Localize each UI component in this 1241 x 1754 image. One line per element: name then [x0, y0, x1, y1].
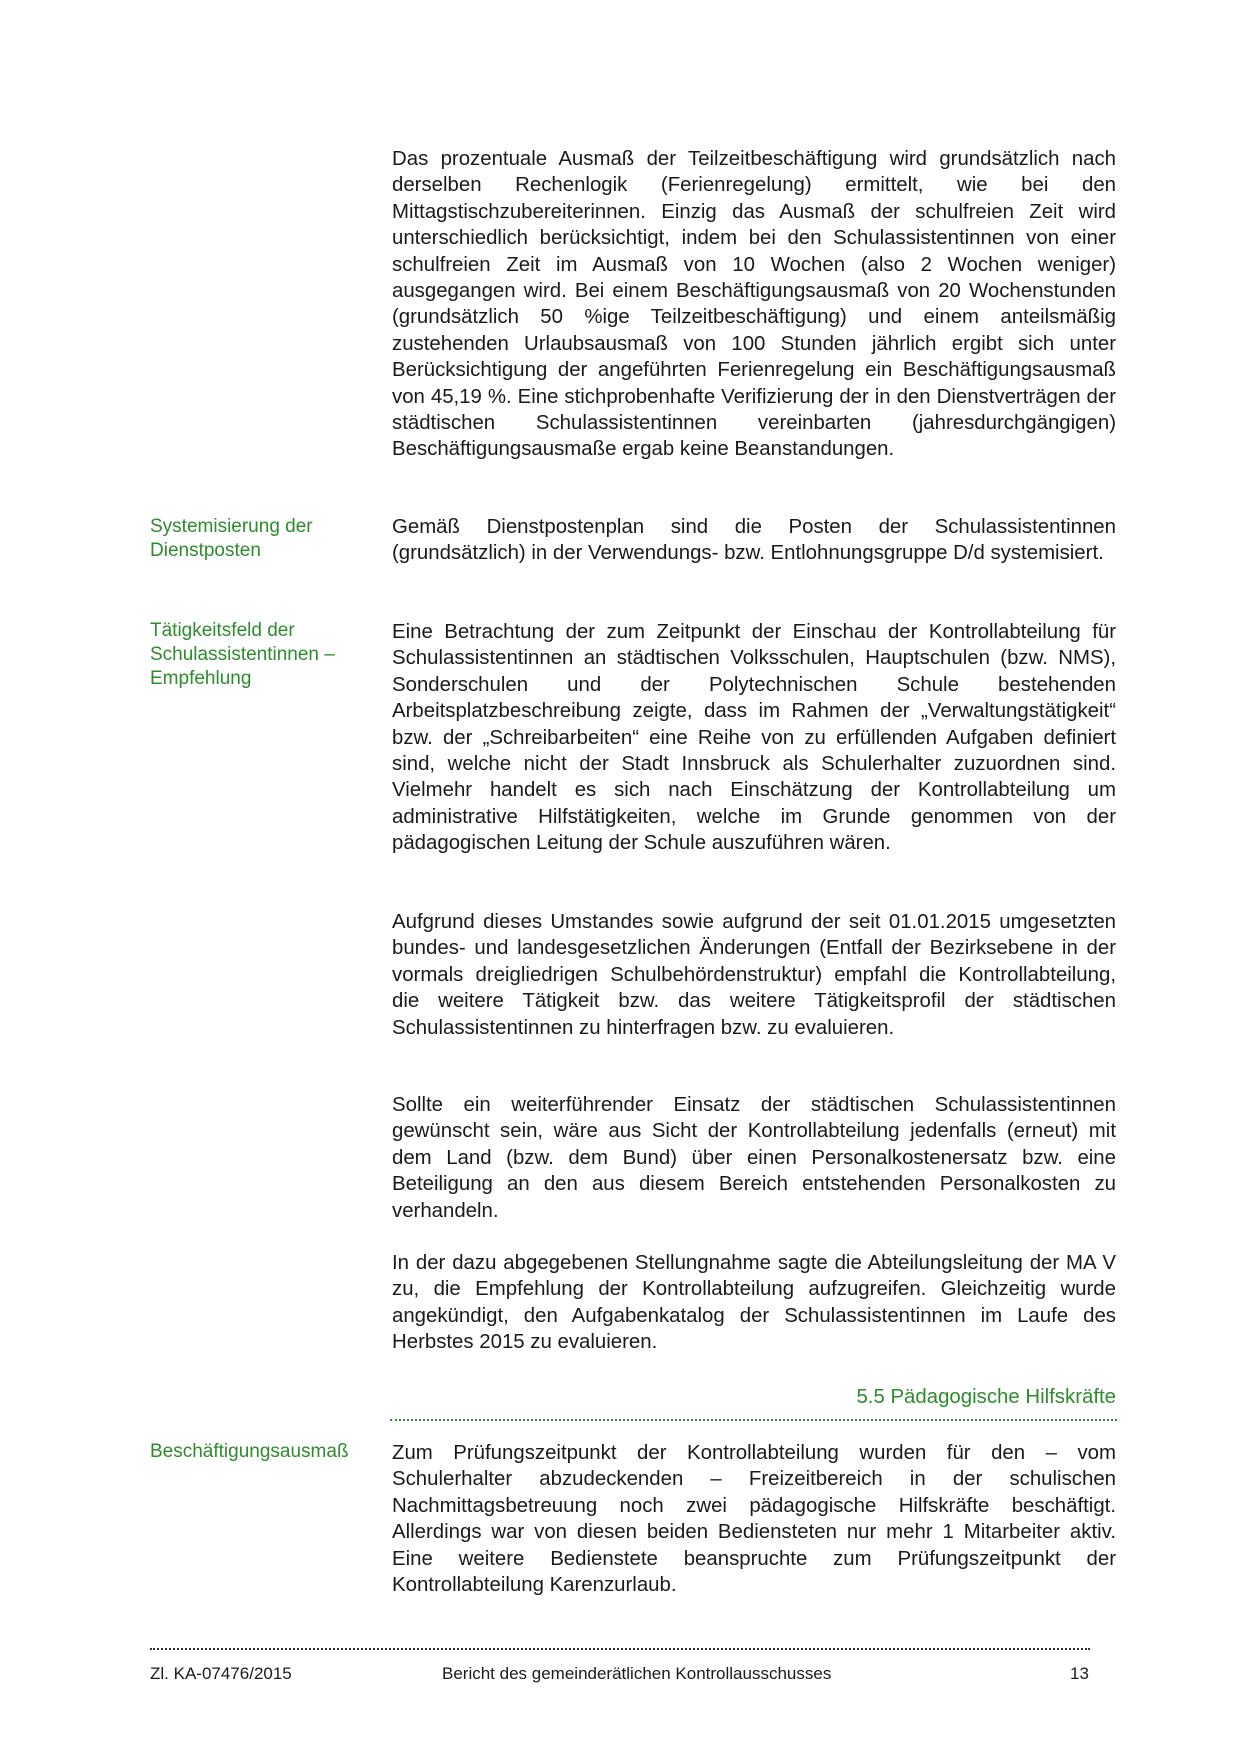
margin-label-beschaeftigungsausmass: Beschäftigungsausmaß	[150, 1441, 349, 1462]
paragraph-arbeitsplatzbeschreibung	[392, 619, 1116, 857]
paragraph-text: Eine Betrachtung der zum Zeitpunkt der Einschau der Kontrollabteilung für Schulassistentinnen an städtischen Volksschulen, Hauptschulen (bzw. NMS), Sonderschulen und der Polytechnischen Schule bestehenden Arbeitsplatzbeschreibung zeigte, dass im Rahmen der „Verwaltungstätigkeit“ bzw. der „Schreibarbeiten“ eine Reihe von zu erfüllenden Aufgaben definiert sind, welche nicht der Stadt Innsbruck als Schulerhalter zuzuordnen sind. Vielmehr handelt es sich nach Einschätzung der Kontrollabteilung um administrative Hilfstätigkeiten, welche im Grunde genommen von der pädagogischen Leitung der Schule auszuführen wären.	[392, 621, 1116, 855]
margin-label-taetigkeitsfeld: Tätigkeitsfeld der Schulassistentinnen – Empfehlung	[150, 620, 335, 689]
footer-divider	[150, 1648, 1090, 1650]
section-heading: 5.5 Pädagogische Hilfskräfte	[856, 1386, 1116, 1408]
section-divider	[390, 1419, 1117, 1421]
paragraph-text: Zum Prüfungszeitpunkt der Kontrollabteilung wurden für den – vom Schulerhalter abzudeckenden – Freizeitbereich in der schulischen Nachmittagsbetreuung noch zwei pädagogische Hilfskräfte beschäftigt. Allerdings war von diesen beiden Bediensteten nur mehr 1 Mitarbeiter aktiv. Eine weitere Bedienstete beanspruchte zum Prüfungszeitpunkt der Kontrollabteilung Karenzurlaub.	[392, 1442, 1116, 1597]
paragraph-text: Das prozentuale Ausmaß der Teilzeitbeschäftigung wird grundsätzlich nach derselben Rechenlogik (Ferienregelung) ermittelt, wie bei den Mittagstischzubereiterinnen. Einzig das Ausmaß der schulfreien Zeit wird unterschiedlich berücksichtigt, indem bei den Schulassistentinnen von einer schulfreien Zeit im Ausmaß von 10 Wochen (also 2 Wochen weniger) ausgegangen wird. Bei einem Beschäftigungsausmaß von 20 Wochenstunden (grundsätzlich 50 %ige Teilzeitbeschäftigung) und einem anteilsmäßig zustehenden Urlaubsausmaß von 100 Stunden jährlich ergibt sich unter Berücksichtigung der angeführten Ferienregelung ein Beschäftigungsausmaß von 45,19 %. Eine stichprobenhafte Verifizierung der in den Dienstverträgen der städtischen Schulassistentinnen vereinbarten (jahresdurchgängigen) Beschäftigungsausmaße ergab keine Beanstandungen.	[392, 148, 1116, 461]
paragraph-stellungnahme	[392, 1250, 1116, 1356]
paragraph-text: Aufgrund dieses Umstandes sowie aufgrund der seit 01.01.2015 umgesetzten bundes- und landesgesetzlichen Änderungen (Entfall der Bezirksebene in der vormals dreigliedrigen Schulbehördenstruktur) empfahl die Kontrollabteilung, die weitere Tätigkeit bzw. das weitere Tätigkeitsprofil der städtischen Schulassistentinnen zu hinterfragen bzw. zu evaluieren.	[392, 911, 1116, 1039]
margin-label-systemisierung: Systemisierung der Dienstposten	[150, 516, 313, 561]
paragraph-teilzeit-ausmass	[392, 146, 1116, 463]
paragraph-text: In der dazu abgegebenen Stellungnahme sagte die Abteilungsleitung der MA V zu, die Empfehlung der Kontrollabteilung aufzugreifen. Gleichzeitig wurde angekündigt, den Aufgabenkatalog der Schulassistentinnen im Laufe des Herbstes 2015 zu evaluieren.	[392, 1252, 1116, 1354]
paragraph-empfehlung	[392, 909, 1116, 1041]
footer-reference: Zl. KA-07476/2015	[150, 1664, 292, 1683]
paragraph-dienstpostenplan	[392, 514, 1116, 567]
footer-title: Bericht des gemeinderätlichen Kontrollausschusses	[442, 1664, 832, 1683]
paragraph-hilfskraefte	[392, 1440, 1116, 1598]
page-number: 13	[1070, 1664, 1089, 1683]
paragraph-text: Gemäß Dienstpostenplan sind die Posten der Schulassistentinnen (grundsätzlich) in der Verwendungs- bzw. Entlohnungsgruppe D/d systemisiert.	[392, 516, 1116, 565]
paragraph-personalkostenersatz	[392, 1092, 1116, 1224]
paragraph-text: Sollte ein weiterführender Einsatz der städtischen Schulassistentinnen gewünscht sein, wäre aus Sicht der Kontrollabteilung jedenfalls (erneut) mit dem Land (bzw. dem Bund) über einen Personalkostenersatz bzw. eine Beteiligung an den aus diesem Bereich entstehenden Personalkosten zu verhandeln.	[392, 1094, 1116, 1222]
